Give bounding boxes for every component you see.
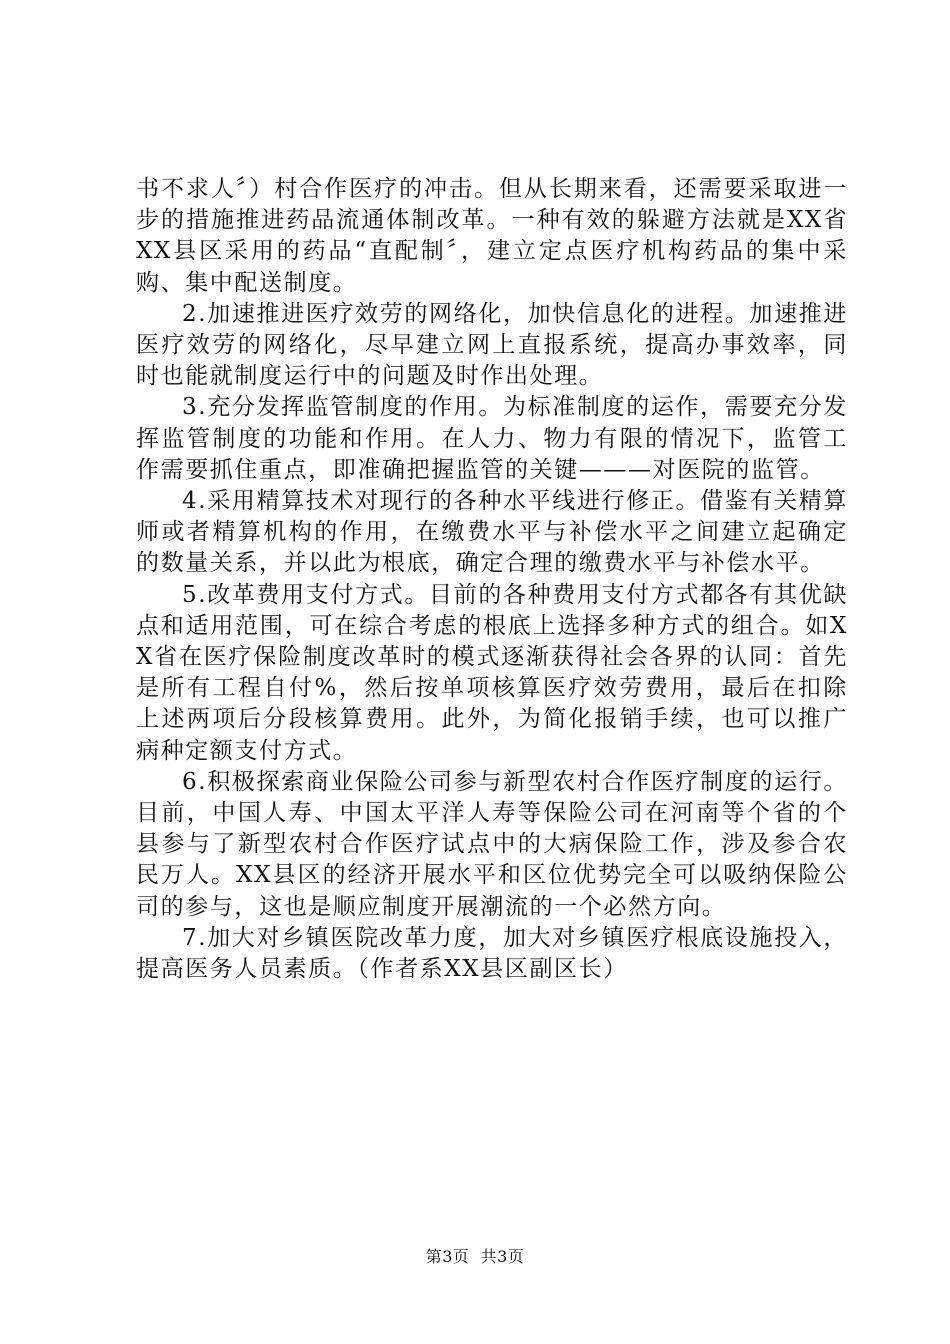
paragraph-item-6: 6.积极探索商业保险公司参与新型农村合作医疗制度的运行。目前，中国人寿、中国太平洋人寿等保险公司在河南等个省的个县参与了新型农村合作医疗试点中的大病保险工作，涉及参合农民万人。XX县区的经济开展水平和区位优势完全可以吸纳保险公司的参与，这也是顺应制度开展潮流的一个必然方向。 <box>136 768 848 920</box>
paragraph-item-4: 4.采用精算技术对现行的各种水平线进行修正。借鉴有关精算师或者精算机构的作用，在缴费水平与补偿水平之间建立起确定的数量关系，并以此为根底，确定合理的缴费水平与补偿水平。 <box>136 488 848 577</box>
page-footer <box>0 1244 950 1267</box>
page-number-label: 第3页 共3页 <box>425 1247 525 1266</box>
paragraph-item-3: 3.充分发挥监管制度的作用。为标准制度的运作，需要充分发挥监管制度的功能和作用。在人力、物力有限的情况下，监管工作需要抓住重点，即准确把握监管的关键———对医院的监管。 <box>136 394 848 483</box>
document-body <box>136 174 848 985</box>
paragraph-continuation: 书不求人〞）村合作医疗的冲击。但从长期来看，还需要采取进一步的措施推进药品流通体制改革。一种有效的躲避方法就是XX省XX县区采用的药品“直配制〞，建立定点医疗机构药品的集中采购、集中配送制度。 <box>136 176 848 296</box>
paragraph-item-5: 5.改革费用支付方式。目前的各种费用支付方式都各有其优缺点和适用范围，可在综合考虑的根底上选择多种方式的组合。如XX省在医疗保险制度改革时的模式逐渐获得社会各界的认同：首先是所有工程自付%，然后按单项核算医疗效劳费用，最后在扣除上述两项后分段核算费用。此外，为简化报销手续，也可以推广病种定额支付方式。 <box>136 581 848 764</box>
paragraph-item-2: 2.加速推进医疗效劳的网络化，加快信息化的进程。加速推进医疗效劳的网络化，尽早建立网上直报系统，提高办事效率，同时也能就制度运行中的问题及时作出处理。 <box>136 300 848 390</box>
paragraph-item-7: 7.加大对乡镇医院改革力度，加大对乡镇医疗根底设施投入，提高医务人员素质。（作者系XX县区副区长） <box>136 924 848 983</box>
